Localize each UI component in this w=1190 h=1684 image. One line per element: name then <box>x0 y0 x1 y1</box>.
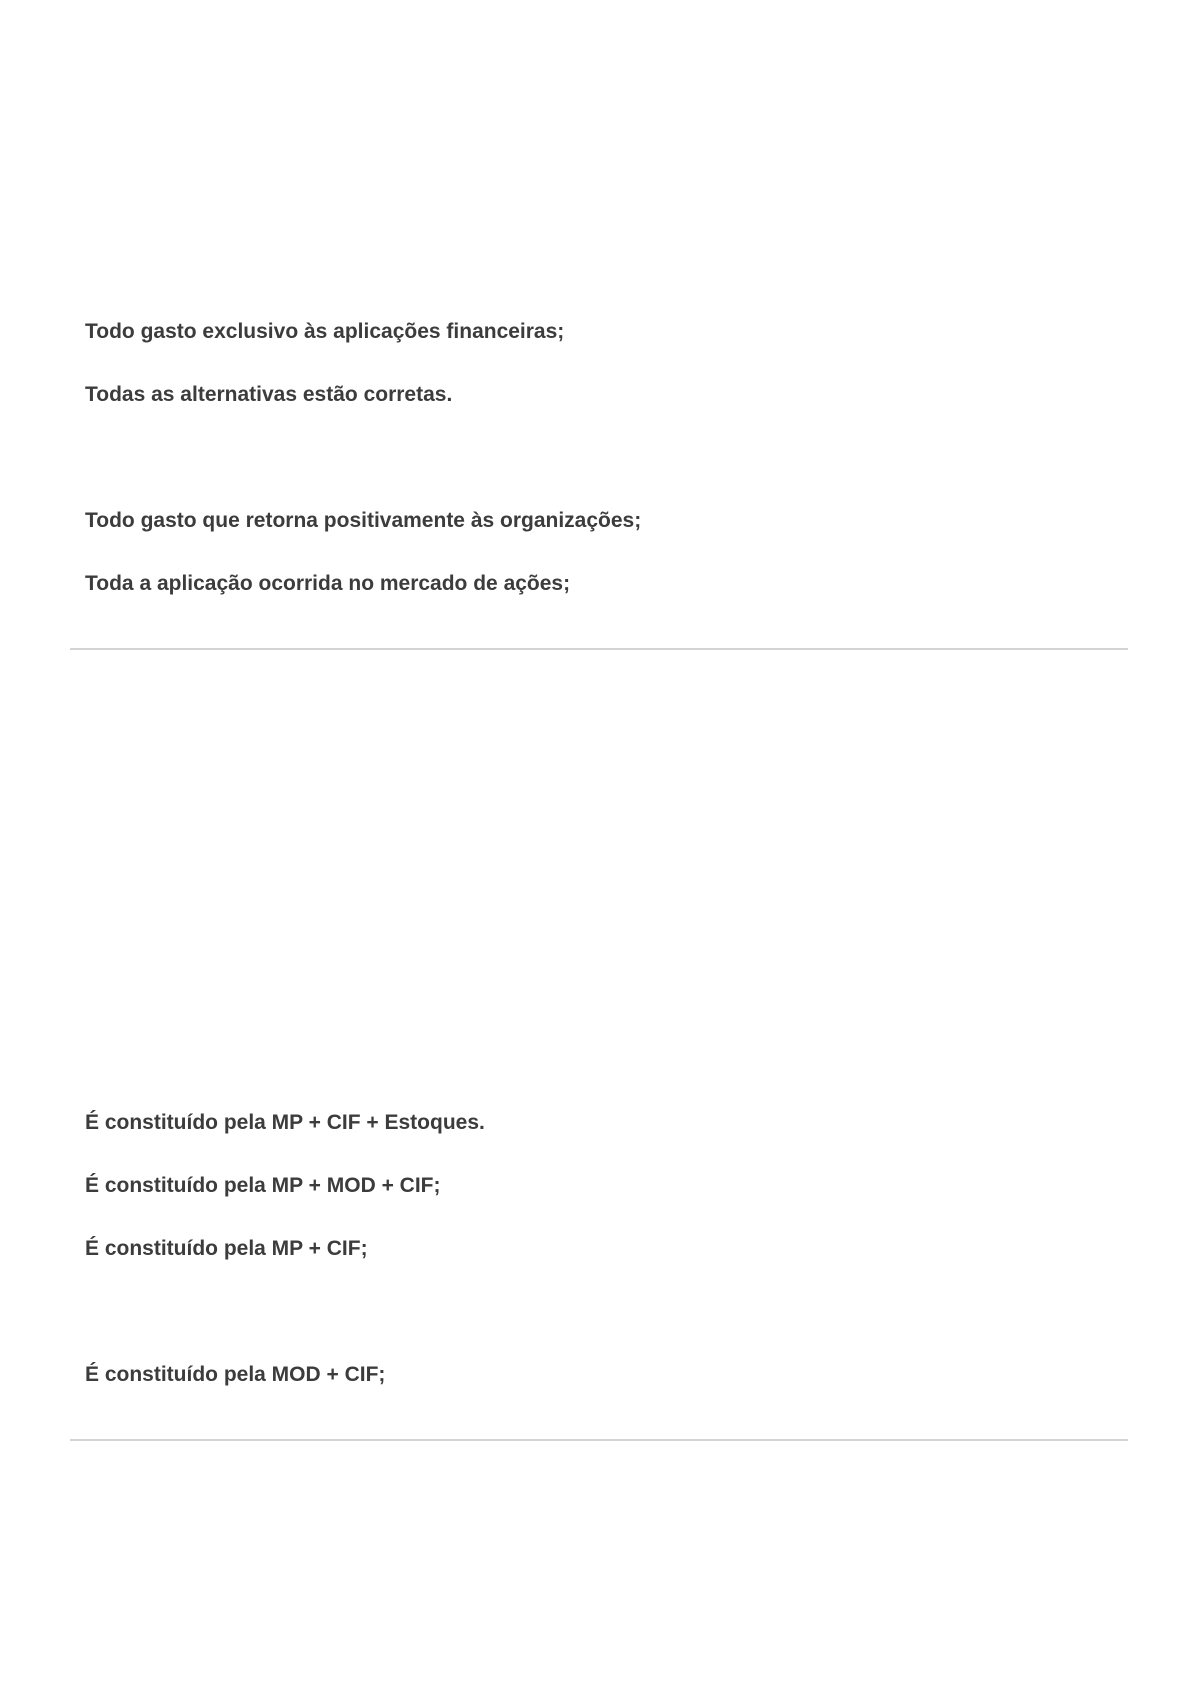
option-4[interactable]: Toda a aplicação ocorrida no mercado de ações; <box>85 572 571 595</box>
question-divider <box>70 648 1128 650</box>
option-2[interactable]: É constituído pela MP + MOD + CIF; <box>85 1174 441 1197</box>
option-3[interactable]: É constituído pela MP + CIF; <box>85 1237 368 1260</box>
option-1[interactable]: É constituído pela MP + CIF + Estoques. <box>85 1111 485 1134</box>
option-4[interactable]: É constituído pela MOD + CIF; <box>85 1363 386 1386</box>
question-divider <box>70 1439 1128 1441</box>
option-1[interactable]: Todo gasto exclusivo às aplicações financeiras; <box>85 320 565 343</box>
option-3[interactable]: Todo gasto que retorna positivamente às organizações; <box>85 509 642 532</box>
option-2[interactable]: Todas as alternativas estão corretas. <box>85 383 453 406</box>
